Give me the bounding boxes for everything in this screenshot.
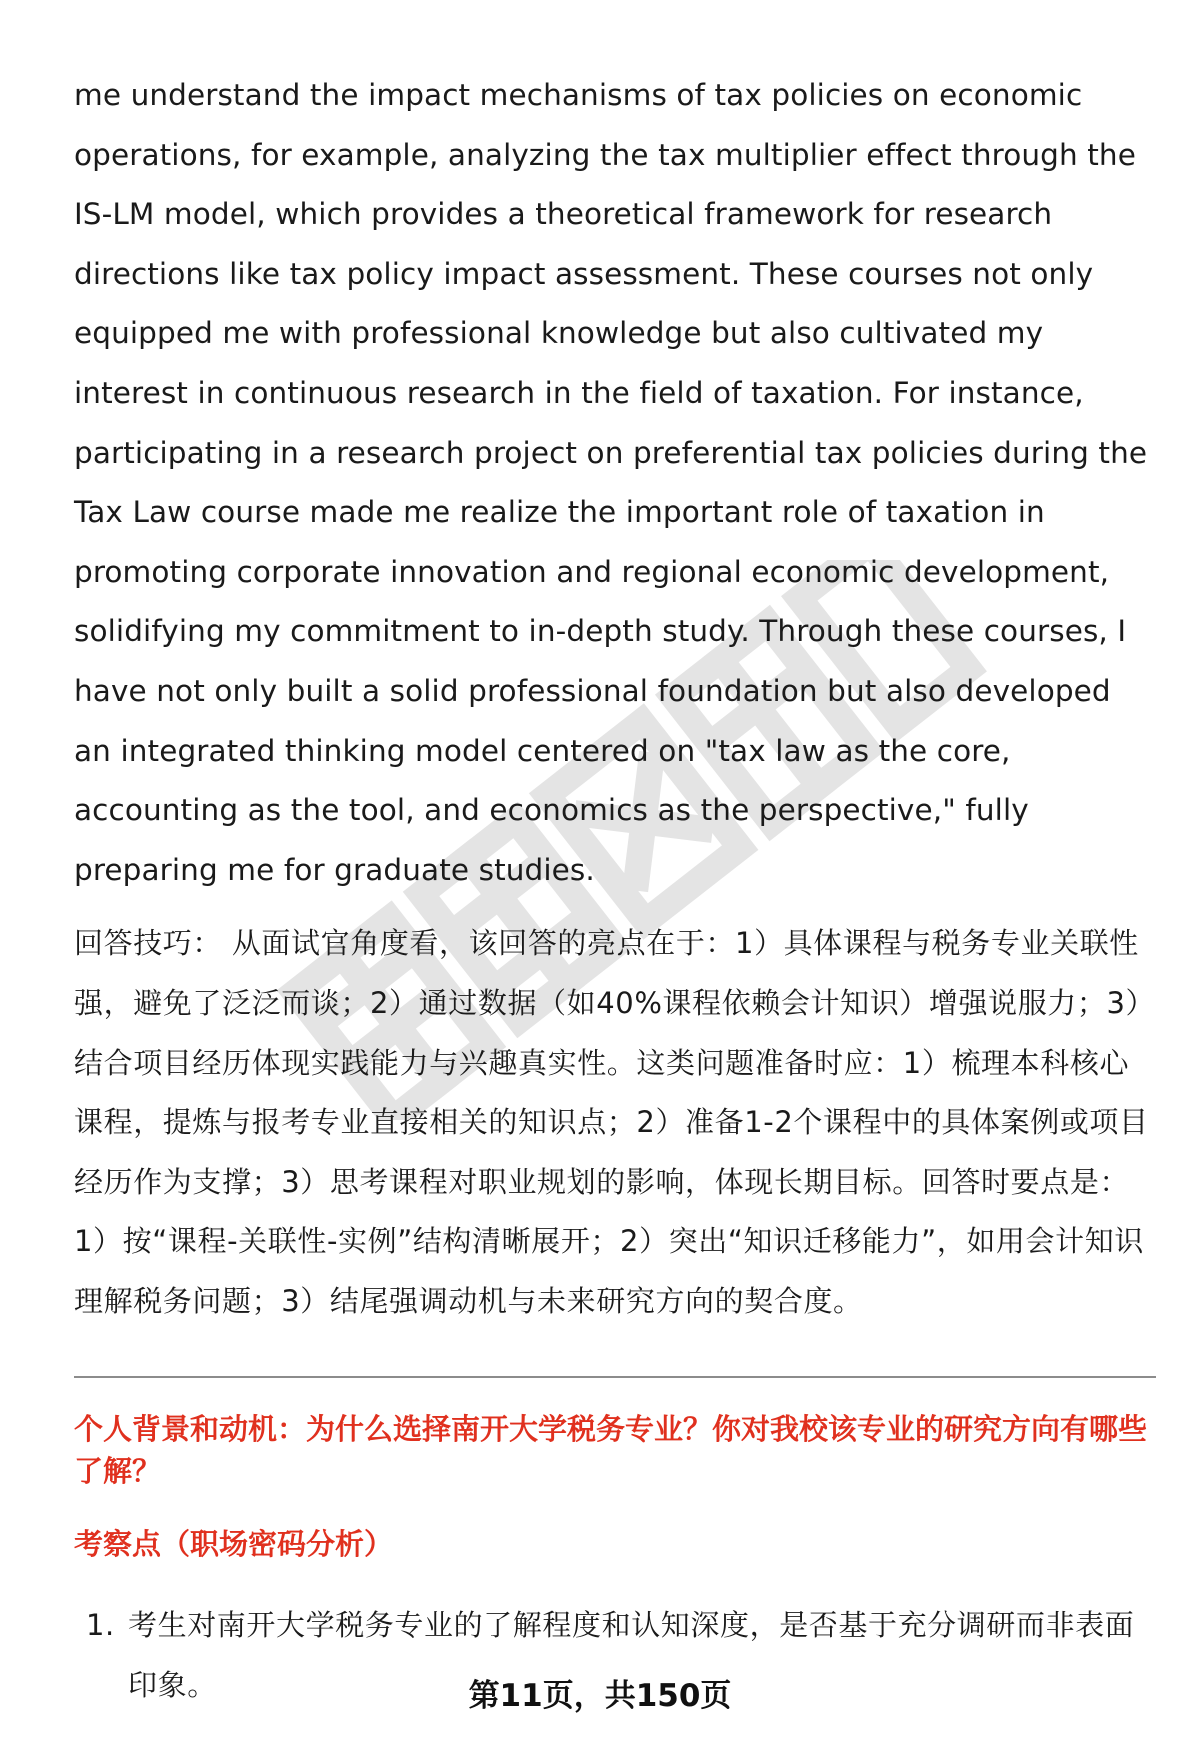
page-footer: 第11页，共150页: [468, 1678, 732, 1714]
section-subheading: 考察点（职场密码分析）: [74, 1527, 394, 1562]
list-item-text: 考生对南开大学税务专业的了解程度和认知深度，是否基于充分调研而非表面印象。: [128, 1608, 1135, 1703]
list-item-number: 1.: [86, 1608, 115, 1643]
body-paragraph: me understand the impact mechanisms of tax policies on economic operations, for example, analyzing the tax multiplier effect through the IS-LM model, which provides a theoretical framework for research directions like tax policy impact assessment. These courses not only equipped me with professional knowledge but also cultivated my interest in continuous research in the field of taxation. For instance, participating in a research project on preferential tax policies during the Tax Law course made me realize the important role of taxation in promoting corporate innovation and regional economic development, solidifying my commitment to in-depth study. Through these courses, I have not only built a solid professional foundation but also developed an integrated thinking model centered on "tax law as the core, accounting as the tool, and economics as the perspective," fully preparing me for graduate studies.: [74, 78, 1148, 887]
question-heading: 个人背景和动机：为什么选择南开大学税务专业？你对我校该专业的研究方向有哪些了解？: [74, 1412, 1148, 1489]
answer-tips: 回答技巧： 从面试官角度看，该回答的亮点在于：1）具体课程与税务专业关联性强，避免了泛泛而谈；2）通过数据（如40%课程依赖会计知识）增强说服力；3）结合项目经历体现实践能力与兴趣真实性。这类问题准备时应：1）梳理本科核心课程，提炼与报考专业直接相关的知识点；2）准备1-2个课程中的具体案例或项目经历作为支撑；3）思考课程对职业规划的影响，体现长期目标。回答时要点是：1）按“课程-关联性-实例”结构清晰展开；2）突出“知识迁移能力”，如用会计知识理解税务问题；3）结尾强调动机与未来研究方向的契合度。: [74, 926, 1156, 1318]
section-divider: [74, 1376, 1156, 1378]
document-page: [74, 66, 1156, 1716]
